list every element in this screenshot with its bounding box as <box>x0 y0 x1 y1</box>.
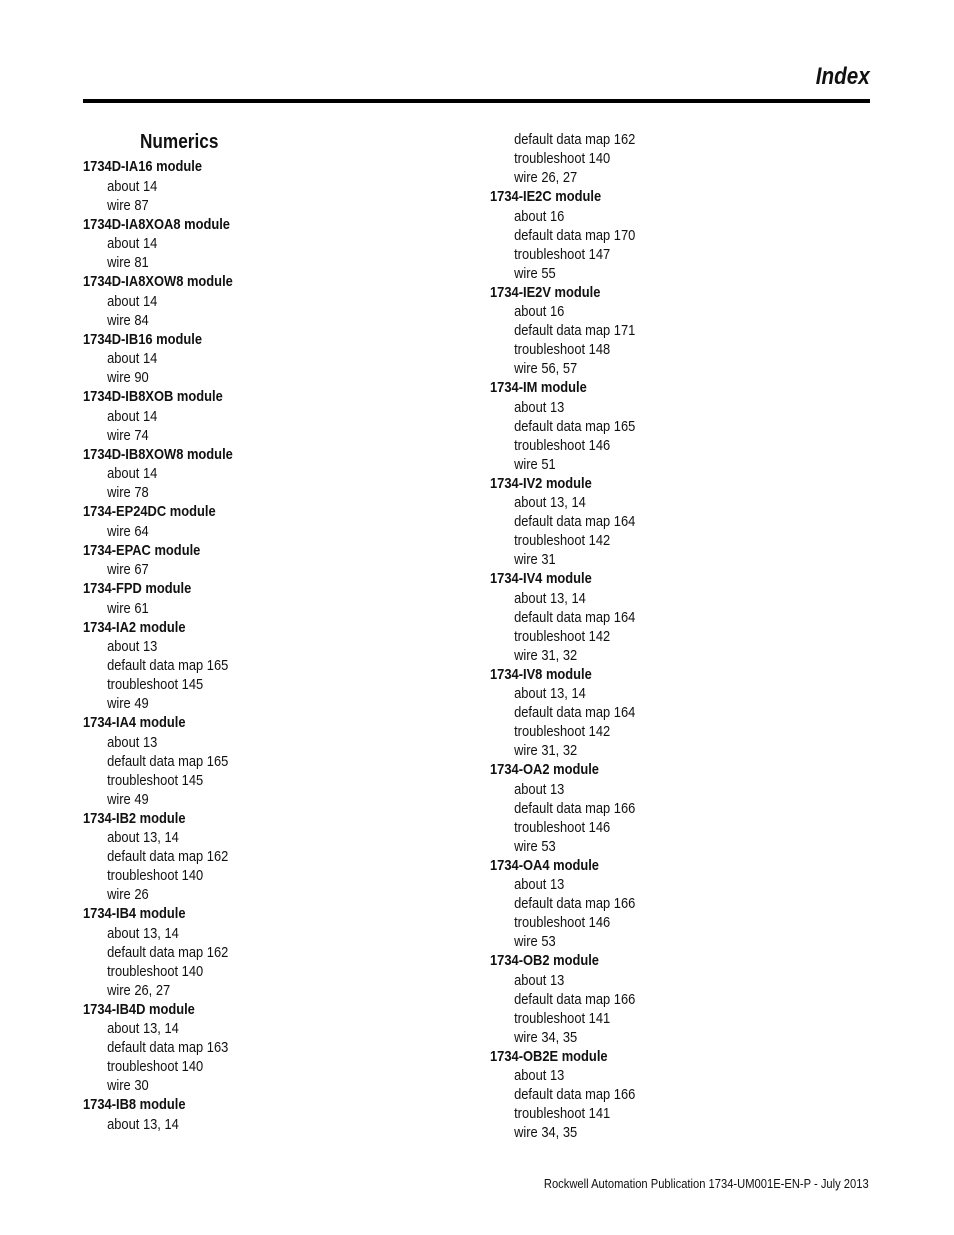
index-subentry: wire 31, 32 <box>514 742 578 759</box>
index-subentry: troubleshoot 148 <box>514 341 611 358</box>
index-entry-heading: 1734-OB2E module <box>490 1047 608 1065</box>
index-entry-heading: 1734D-IA16 module <box>83 158 203 175</box>
index-subentry: about 13 <box>514 398 565 416</box>
index-subentry: about 13, 14 <box>107 1115 179 1133</box>
index-subentry: wire 74 <box>107 426 149 444</box>
index-subentry: troubleshoot 140 <box>107 1058 204 1075</box>
index-entry-heading: 1734D-IB8XOB module <box>83 388 223 405</box>
index-subentry: default data map 162 <box>107 943 229 961</box>
index-subentry: about 13, 14 <box>107 924 179 942</box>
publication-footer: Rockwell Automation Publication 1734-UM001E-EN-P - July 2013 <box>544 1176 869 1191</box>
index-subentry: troubleshoot 140 <box>107 867 204 884</box>
index-subentry: wire 61 <box>107 599 149 617</box>
index-subentry: wire 90 <box>107 369 149 386</box>
index-subentry: troubleshoot 145 <box>107 676 204 693</box>
index-subentry: about 16 <box>514 303 565 320</box>
index-subentry: wire 81 <box>107 254 149 271</box>
index-subentry: wire 56, 57 <box>514 360 578 377</box>
index-column-left <box>83 130 443 1134</box>
index-subentry: about 14 <box>107 292 158 310</box>
index-entry-heading: 1734-FPD module <box>83 580 192 597</box>
index-subentry: wire 78 <box>107 484 149 501</box>
index-subentry: default data map 162 <box>514 131 636 148</box>
index-subentry: about 14 <box>107 235 158 252</box>
index-entry-heading: 1734-OA2 module <box>490 761 599 778</box>
index-subentry: default data map 165 <box>107 657 229 674</box>
index-subentry: wire 67 <box>107 561 149 578</box>
header-rule <box>83 99 870 103</box>
index-subentry: wire 51 <box>514 455 556 473</box>
index-entry-heading: 1734-IB4 module <box>83 905 186 922</box>
index-subentry: troubleshoot 142 <box>514 723 611 740</box>
index-subentry: wire 49 <box>107 695 149 712</box>
index-entry-heading: 1734-IV4 module <box>490 570 592 587</box>
index-subentry: about 13 <box>514 1067 565 1084</box>
index-subentry: troubleshoot 140 <box>107 962 204 980</box>
index-subentry: wire 64 <box>107 522 149 540</box>
index-subentry: about 14 <box>107 407 158 425</box>
index-entry-heading: 1734-IB4D module <box>83 1000 195 1018</box>
index-entry-heading: 1734-IM module <box>490 379 587 396</box>
index-entry-heading: 1734-IE2C module <box>490 188 602 205</box>
index-subentry: wire 53 <box>514 933 556 950</box>
index-entry-heading: 1734-OB2 module <box>490 952 599 969</box>
index-entry-heading: 1734D-IB16 module <box>83 330 203 348</box>
index-column-right <box>490 130 850 1142</box>
index-subentry: default data map 164 <box>514 608 636 626</box>
index-subentry: wire 26 <box>107 886 149 903</box>
index-subentry: wire 53 <box>514 837 556 855</box>
index-subentry: troubleshoot 146 <box>514 914 611 931</box>
index-subentry: default data map 166 <box>514 799 636 817</box>
index-subentry: default data map 171 <box>514 322 636 339</box>
index-subentry: troubleshoot 142 <box>514 532 611 549</box>
index-subentry: wire 34, 35 <box>514 1124 578 1141</box>
index-subentry: default data map 165 <box>107 752 229 770</box>
index-subentry: default data map 162 <box>107 848 229 865</box>
page-title: Index <box>816 63 870 90</box>
index-subentry: about 13 <box>514 971 565 989</box>
index-subentry: wire 34, 35 <box>514 1028 578 1046</box>
index-entry-heading: 1734D-IA8XOW8 module <box>83 273 233 290</box>
index-subentry: wire 26, 27 <box>107 981 171 999</box>
index-entry-heading: 1734-EPAC module <box>83 541 201 559</box>
index-subentry: wire 55 <box>514 264 556 282</box>
index-entry-heading: 1734D-IA8XOA8 module <box>83 215 230 233</box>
index-subentry: about 13, 14 <box>514 685 586 702</box>
index-subentry: default data map 164 <box>514 513 636 530</box>
index-subentry: wire 84 <box>107 311 149 329</box>
index-subentry: troubleshoot 145 <box>107 771 204 789</box>
index-subentry: about 13, 14 <box>514 589 586 607</box>
index-subentry: default data map 163 <box>107 1039 229 1056</box>
index-entry-heading: 1734-IV2 module <box>490 474 592 492</box>
index-subentry: about 13 <box>514 780 565 798</box>
index-subentry: troubleshoot 141 <box>514 1009 611 1027</box>
index-subentry: wire 49 <box>107 790 149 808</box>
index-subentry: default data map 166 <box>514 895 636 912</box>
index-entry-heading: 1734-IB8 module <box>83 1096 186 1113</box>
index-subentry: default data map 164 <box>514 704 636 721</box>
index-subentry: default data map 166 <box>514 1086 636 1103</box>
index-subentry: troubleshoot 140 <box>514 150 611 167</box>
index-entry-heading: 1734-IB2 module <box>83 809 186 827</box>
index-subentry: about 13 <box>514 876 565 893</box>
index-subentry: troubleshoot 141 <box>514 1105 611 1122</box>
index-subentry: troubleshoot 146 <box>514 818 611 836</box>
index-entry-heading: 1734-EP24DC module <box>83 503 216 520</box>
index-subentry: default data map 165 <box>514 417 636 435</box>
index-subentry: about 16 <box>514 207 565 225</box>
index-subentry: troubleshoot 142 <box>514 627 611 645</box>
index-subentry: about 13 <box>107 638 158 655</box>
index-subentry: about 14 <box>107 465 158 482</box>
index-subentry: about 14 <box>107 177 158 195</box>
index-entry-heading: 1734-IA2 module <box>83 618 186 636</box>
index-entry-heading: 1734-IV8 module <box>490 665 592 683</box>
index-subentry: wire 30 <box>107 1077 149 1094</box>
index-subentry: wire 87 <box>107 196 149 214</box>
index-subentry: about 14 <box>107 350 158 367</box>
index-entry-heading: 1734-OA4 module <box>490 856 599 874</box>
index-subentry: about 13, 14 <box>107 1020 179 1037</box>
index-subentry: about 13, 14 <box>514 494 586 511</box>
index-subentry: troubleshoot 147 <box>514 245 611 263</box>
index-entry-heading: 1734-IA4 module <box>83 714 186 731</box>
index-subentry: wire 31 <box>514 551 556 568</box>
index-subentry: about 13, 14 <box>107 829 179 846</box>
index-entry-heading: 1734D-IB8XOW8 module <box>83 445 233 463</box>
index-entry-heading: 1734-IE2V module <box>490 283 601 301</box>
section-heading: Numerics <box>140 131 219 153</box>
index-subentry: wire 26, 27 <box>514 169 578 186</box>
index-subentry: troubleshoot 146 <box>514 436 611 454</box>
index-subentry: about 13 <box>107 733 158 751</box>
index-subentry: default data map 166 <box>514 990 636 1008</box>
index-subentry: default data map 170 <box>514 226 636 244</box>
index-subentry: wire 31, 32 <box>514 646 578 664</box>
